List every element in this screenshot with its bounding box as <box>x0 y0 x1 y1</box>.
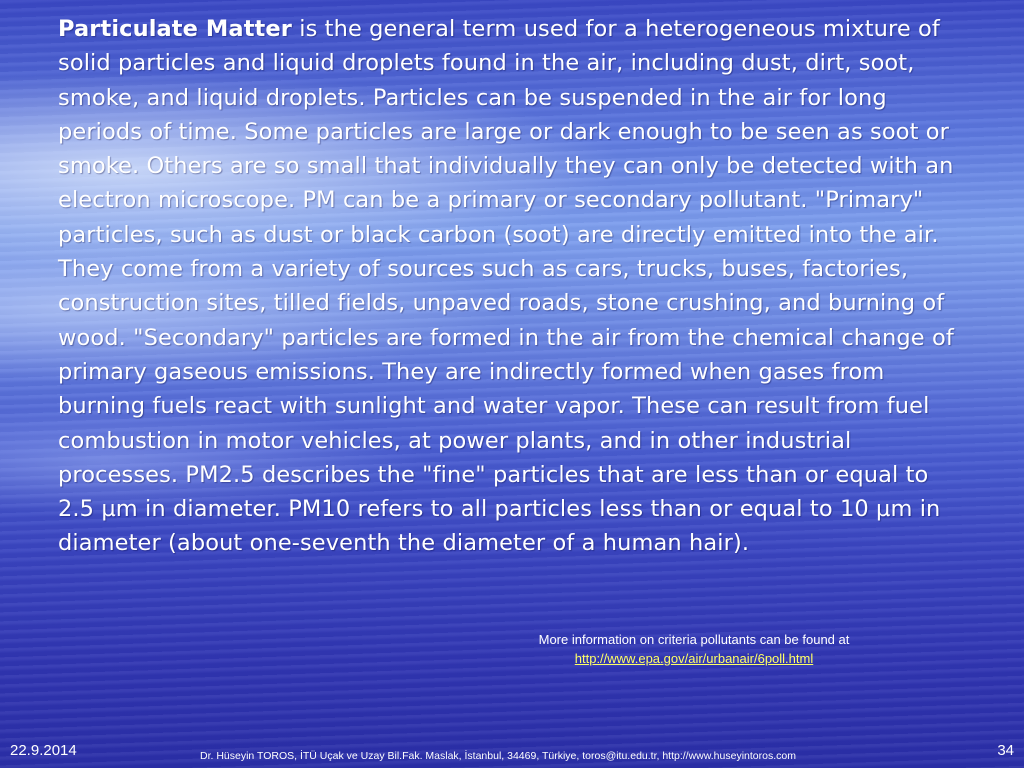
footer-date: 22.9.2014 <box>10 742 77 759</box>
lead-term: Particulate Matter <box>58 16 292 42</box>
footer-credit: Dr. Hüseyin TOROS, İTÜ Uçak ve Uzay Bil.Fak. Maslak, İstanbul, 34469, Türkiye, toros@itu.edu.tr, http://www.huseyintoros.com <box>200 750 796 762</box>
page-number: 34 <box>997 742 1014 759</box>
more-info-text: More information on criteria pollutants can be found at <box>538 632 850 647</box>
epa-link[interactable]: http://www.epa.gov/air/urbanair/6poll.html <box>574 651 814 666</box>
slide-body-paragraph <box>58 12 958 561</box>
more-info-block <box>470 630 918 668</box>
body-text: is the general term used for a heterogeneous mixture of solid particles and liquid droplets found in the air, including dust, dirt, soot, smoke, and liquid droplets. Particles can be suspended in the air for long periods of time. Some particles are large or dark enough to be seen as soot or smoke. Others are so small that individually they can only be detected with an electron microscope. PM can be a primary or secondary pollutant. "Primary" particles, such as dust or black carbon (soot) are directly emitted into the air. They come from a variety of sources such as cars, trucks, buses, factories, construction sites, tilled fields, unpaved roads, stone crushing, and burning of wood. "Secondary" particles are formed in the air from the chemical change of primary gaseous emissions. They are indirectly formed when gases from burning fuels react with sunlight and water vapor. These can result from fuel combustion in motor vehicles, at power plants, and in other industrial processes. PM2.5 describes the "fine" particles that are less than or equal to 2.5 µm in diameter. PM10 refers to all particles less than or equal to 10 µm in diameter (about one-seventh the diameter of a human hair). <box>58 16 954 557</box>
